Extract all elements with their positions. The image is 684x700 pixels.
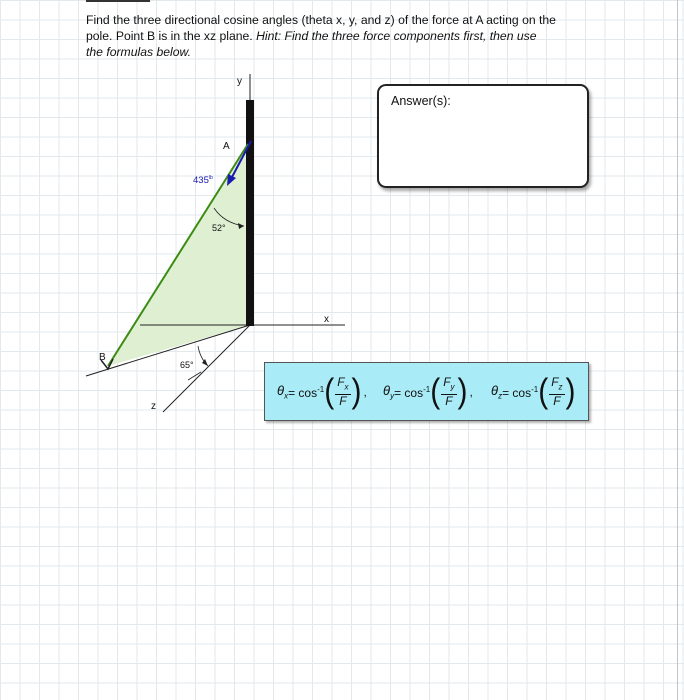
cos-operator bbox=[502, 385, 538, 400]
theta-subscript: y bbox=[390, 391, 395, 401]
point-b-label: B bbox=[99, 352, 106, 363]
theta-subscript: x bbox=[284, 391, 289, 401]
theta-char: θ bbox=[491, 383, 499, 399]
theta-subscript: z bbox=[498, 391, 503, 401]
fraction-numerator bbox=[549, 376, 564, 394]
force-unit: lb bbox=[208, 175, 213, 181]
theta-symbol bbox=[383, 383, 394, 401]
cos-exponent: -1 bbox=[423, 384, 431, 394]
force-magnitude-label bbox=[193, 175, 213, 186]
fraction bbox=[335, 376, 350, 407]
hint-label: Hint: bbox=[256, 29, 282, 43]
angle-label-65: 65° bbox=[180, 360, 194, 370]
cos-text: = cos bbox=[394, 385, 424, 400]
formula-theta-z bbox=[491, 369, 576, 415]
fraction-denominator: F bbox=[445, 393, 453, 408]
numerator-char: F bbox=[551, 375, 559, 390]
numerator-subscript: y bbox=[450, 382, 455, 392]
theta-char: θ bbox=[383, 383, 391, 399]
cos-exponent: -1 bbox=[531, 384, 539, 394]
formula-box bbox=[264, 362, 589, 421]
point-a-label: A bbox=[223, 141, 230, 152]
left-paren: ( bbox=[538, 372, 549, 411]
problem-line-3: the formulas below. bbox=[86, 45, 192, 59]
angle-label-52: 52° bbox=[212, 223, 226, 233]
right-paren: ) bbox=[457, 372, 468, 411]
formula-theta-x bbox=[277, 369, 367, 415]
pole bbox=[246, 100, 254, 326]
cos-operator bbox=[394, 385, 430, 400]
cos-operator bbox=[288, 385, 324, 400]
fraction bbox=[441, 376, 456, 407]
numerator-subscript: z bbox=[558, 382, 563, 392]
cos-exponent: -1 bbox=[317, 384, 325, 394]
problem-line-2-text: pole. Point B is in the xz plane. bbox=[86, 29, 257, 43]
fraction-denominator: F bbox=[553, 393, 561, 408]
formula-comma: , bbox=[363, 385, 367, 399]
answer-box[interactable] bbox=[377, 84, 589, 188]
force-value: 435 bbox=[193, 175, 209, 186]
fraction bbox=[549, 376, 564, 407]
left-paren: ( bbox=[324, 372, 335, 411]
fraction-denominator: F bbox=[339, 393, 347, 408]
formula-theta-y bbox=[383, 369, 473, 415]
hint-text: Find the three force components first, then use bbox=[281, 29, 537, 43]
numerator-subscript: x bbox=[344, 382, 349, 392]
z-axis-label: z bbox=[151, 401, 156, 412]
fraction-numerator bbox=[441, 376, 456, 394]
cos-text: = cos bbox=[288, 385, 318, 400]
theta-symbol bbox=[277, 383, 288, 401]
y-axis-label: y bbox=[237, 76, 242, 87]
fraction-numerator bbox=[335, 376, 350, 394]
right-paren: ) bbox=[351, 372, 362, 411]
answer-label: Answer(s): bbox=[391, 94, 451, 108]
x-axis-label: x bbox=[324, 314, 329, 325]
problem-line-1: Find the three directional cosine angles (theta x, y, and z) of the force at A acting on the bbox=[86, 13, 556, 27]
formula-comma: , bbox=[469, 385, 473, 399]
cos-text: = cos bbox=[502, 385, 532, 400]
numerator-char: F bbox=[443, 375, 451, 390]
right-paren: ) bbox=[565, 372, 576, 411]
theta-char: θ bbox=[277, 383, 285, 399]
left-paren: ( bbox=[430, 372, 441, 411]
numerator-char: F bbox=[337, 375, 345, 390]
theta-symbol bbox=[491, 383, 502, 401]
